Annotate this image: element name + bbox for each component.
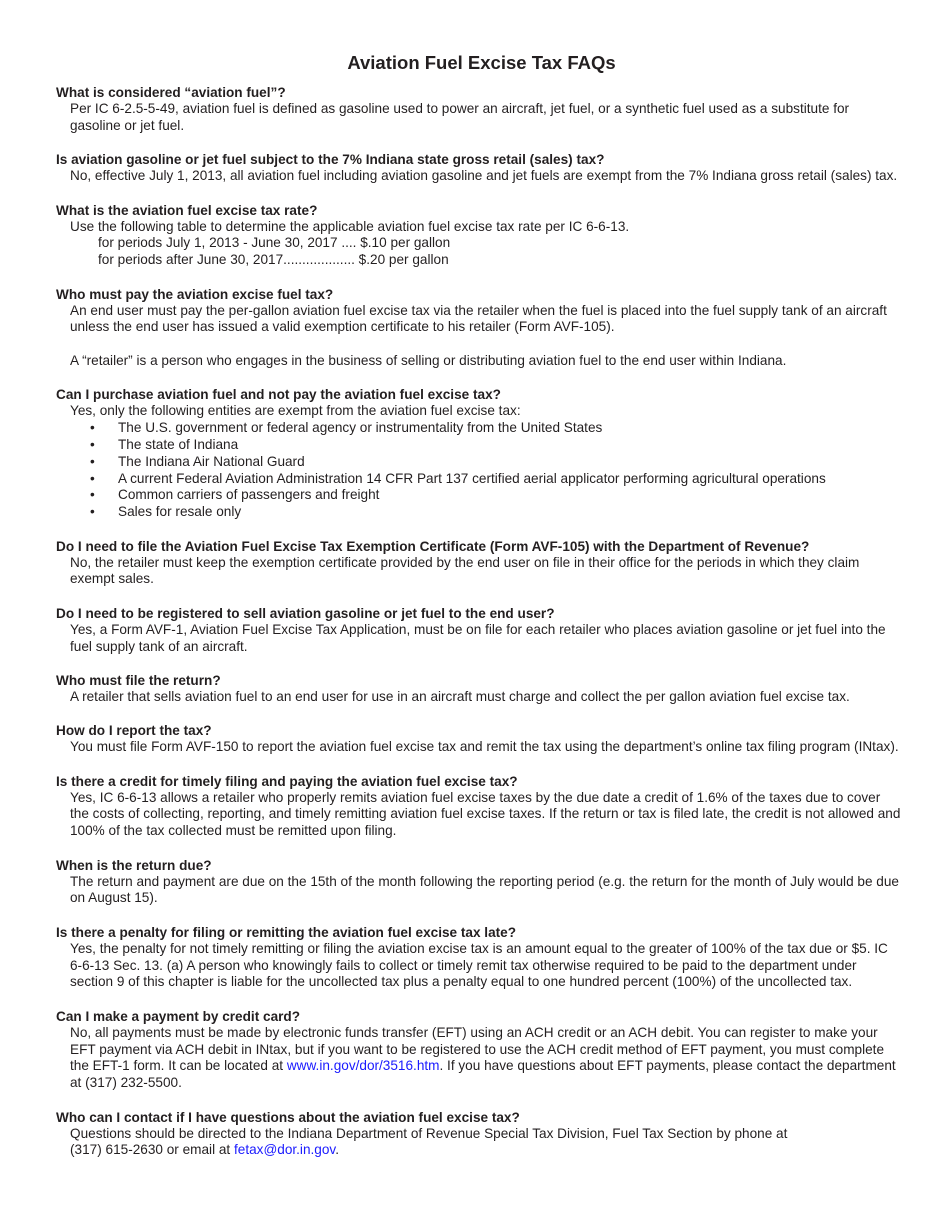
faq-section-who-must-pay xyxy=(56,286,901,370)
faq-answer: You must file Form AVF-150 to report the aviation fuel excise tax and remit the tax using the department’s online tax filing program (INtax). xyxy=(70,739,899,755)
list-item: • The Indiana Air National Guard xyxy=(90,453,305,469)
faq-section-penalty xyxy=(56,924,901,991)
faq-section-due-date xyxy=(56,857,901,908)
faq-question: Who can I contact if I have questions about the aviation fuel excise tax? xyxy=(56,1109,520,1125)
rate-row: for periods July 1, 2013 - June 30, 2017 .... $.10 per gallon xyxy=(98,235,451,251)
exempt-entity-list xyxy=(56,420,901,521)
bullet-icon: • xyxy=(90,504,95,520)
faq-answer: Yes, a Form AVF-1, Aviation Fuel Excise Tax Application, must be on file for each retailer who places aviation gasoline or jet fuel into the fuel supply tank of an aircraft. xyxy=(70,621,886,654)
faq-question: Who must file the return? xyxy=(56,672,221,688)
email-link[interactable]: fetax@dor.in.gov xyxy=(233,1142,336,1158)
faq-section-report-tax xyxy=(56,722,901,756)
faq-answer: The return and payment are due on the 15th of the month following the reporting period (e.g. the return for the month of July would be due on August 15). xyxy=(70,873,899,906)
faq-question: How do I report the tax? xyxy=(56,723,212,739)
faq-section-who-files xyxy=(56,672,901,706)
faq-answer-retailer-definition: A “retailer” is a person who engages in the business of selling or distributing aviation fuel to the end user within Indiana. xyxy=(70,352,787,368)
bullet-icon: • xyxy=(90,420,95,436)
faq-answer: No, the retailer must keep the exemption certificate provided by the end user on file in their office for the periods in which they claim exempt sales. xyxy=(70,554,860,587)
faq-answer: Per IC 6-2.5-5-49, aviation fuel is defined as gasoline used to power an aircraft, jet fuel, or a synthetic fuel used as a substitute for gasoline or jet fuel. xyxy=(70,101,850,133)
faq-question: Who must pay the aviation excise fuel tax? xyxy=(56,286,334,302)
faq-answer: Use the following table to determine the applicable aviation fuel excise tax rate per IC 6-6-13. xyxy=(70,218,630,234)
faq-answer: A retailer that sells aviation fuel to an end user for use in an aircraft must charge and collect the per gallon aviation fuel excise tax. xyxy=(70,688,850,704)
bullet-icon: • xyxy=(90,453,95,469)
list-item: • The state of Indiana xyxy=(90,436,239,452)
faq-question: Is aviation gasoline or jet fuel subject to the 7% Indiana state gross retail (sales) tax? xyxy=(56,152,605,168)
faq-question: Is there a penalty for filing or remitting the aviation fuel excise tax late? xyxy=(56,924,517,940)
faq-section-timely-credit xyxy=(56,773,901,840)
faq-section-tax-rate xyxy=(56,202,901,269)
faq-answer: Yes, the penalty for not timely remitting or filing the aviation excise tax is an amount equal to the greater of 100% of the tax due or $5. IC 6-6-13 Sec. 13. (a) A person who knowingly fails to collect or timely remit tax otherwise required to be paid to the department under section 9 of this chapter is liable for the uncollected tax plus a penalty equal to one hundred percent (100%) of the uncollected tax. xyxy=(70,940,888,990)
faq-section-sales-tax xyxy=(56,151,901,185)
rate-row: for periods after June 30, 2017................... $.20 per gallon xyxy=(98,252,449,268)
eft-form-link[interactable]: www.in.gov/dor/3516.htm xyxy=(286,1058,440,1074)
faq-question: When is the return due? xyxy=(56,857,212,873)
document-page xyxy=(56,51,901,1176)
faq-answer: No, all payments must be made by electronic funds transfer (EFT) using an ACH credit or an ACH debit. You can register to make your EFT payment via ACH debit in INtax, but if you want to be registered to use the ACH credit method of EFT payment, you must complete the EFT-1 form. It can be located at www.in.gov/dor/3516.htm. If you have questions about EFT payments, please contact the department at (317) 232-5500. xyxy=(70,1024,896,1091)
faq-section-exemptions xyxy=(56,386,901,521)
list-item: • The U.S. government or federal agency or instrumentality from the United States xyxy=(90,420,603,436)
faq-answer: Yes, IC 6-6-13 allows a retailer who properly remits aviation fuel excise taxes by the due date a credit of 1.6% of the taxes due to cover the costs of collecting, reporting, and timely remitting aviation fuel excise taxes. If the return or tax is filed late, the credit is not allowed and 100% of the tax collected must be remitted upon filing. xyxy=(70,789,901,839)
faq-section-credit-card xyxy=(56,1008,901,1092)
bullet-icon: • xyxy=(90,487,95,503)
faq-section-registration xyxy=(56,605,901,656)
faq-question: Can I make a payment by credit card? xyxy=(56,1008,301,1024)
list-item: • A current Federal Aviation Administration 14 CFR Part 137 certified aerial applicator performing agricultural operations xyxy=(90,470,826,486)
faq-answer: No, effective July 1, 2013, all aviation fuel including aviation gasoline and jet fuels are exempt from the 7% Indiana gross retail (sales) tax. xyxy=(70,168,898,184)
faq-question: Can I purchase aviation fuel and not pay the aviation fuel excise tax? xyxy=(56,387,501,403)
list-item: • Common carriers of passengers and freight xyxy=(90,487,380,503)
faq-section-contact xyxy=(56,1109,901,1160)
faq-question: Do I need to be registered to sell aviation gasoline or jet fuel to the end user? xyxy=(56,605,555,621)
faq-answer: Yes, only the following entities are exempt from the aviation fuel excise tax: xyxy=(70,403,521,419)
faq-question: Is there a credit for timely filing and paying the aviation fuel excise tax? xyxy=(56,773,518,789)
faq-question: What is considered “aviation fuel”? xyxy=(56,85,286,100)
faq-section-exemption-certificate xyxy=(56,538,901,589)
page-title: Aviation Fuel Excise Tax FAQs xyxy=(347,52,616,73)
bullet-icon: • xyxy=(90,436,95,452)
faq-question: What is the aviation fuel excise tax rate? xyxy=(56,202,318,218)
faq-answer: Questions should be directed to the Indiana Department of Revenue Special Tax Division, Fuel Tax Section by phone at (317) 615-2630 or email at fetax@dor.in.gov. xyxy=(70,1125,788,1158)
faq-section-aviation-fuel xyxy=(56,84,901,135)
list-item: • Sales for resale only xyxy=(90,504,242,520)
faq-answer: An end user must pay the per-gallon aviation fuel excise tax via the retailer when the fuel is placed into the fuel supply tank of an aircraft unless the end user has issued a valid exemption certificate to his retailer (Form AVF-105). xyxy=(70,302,887,335)
bullet-icon: • xyxy=(90,470,95,486)
faq-question: Do I need to file the Aviation Fuel Excise Tax Exemption Certificate (Form AVF-105) with the Department of Revenue? xyxy=(56,538,810,554)
